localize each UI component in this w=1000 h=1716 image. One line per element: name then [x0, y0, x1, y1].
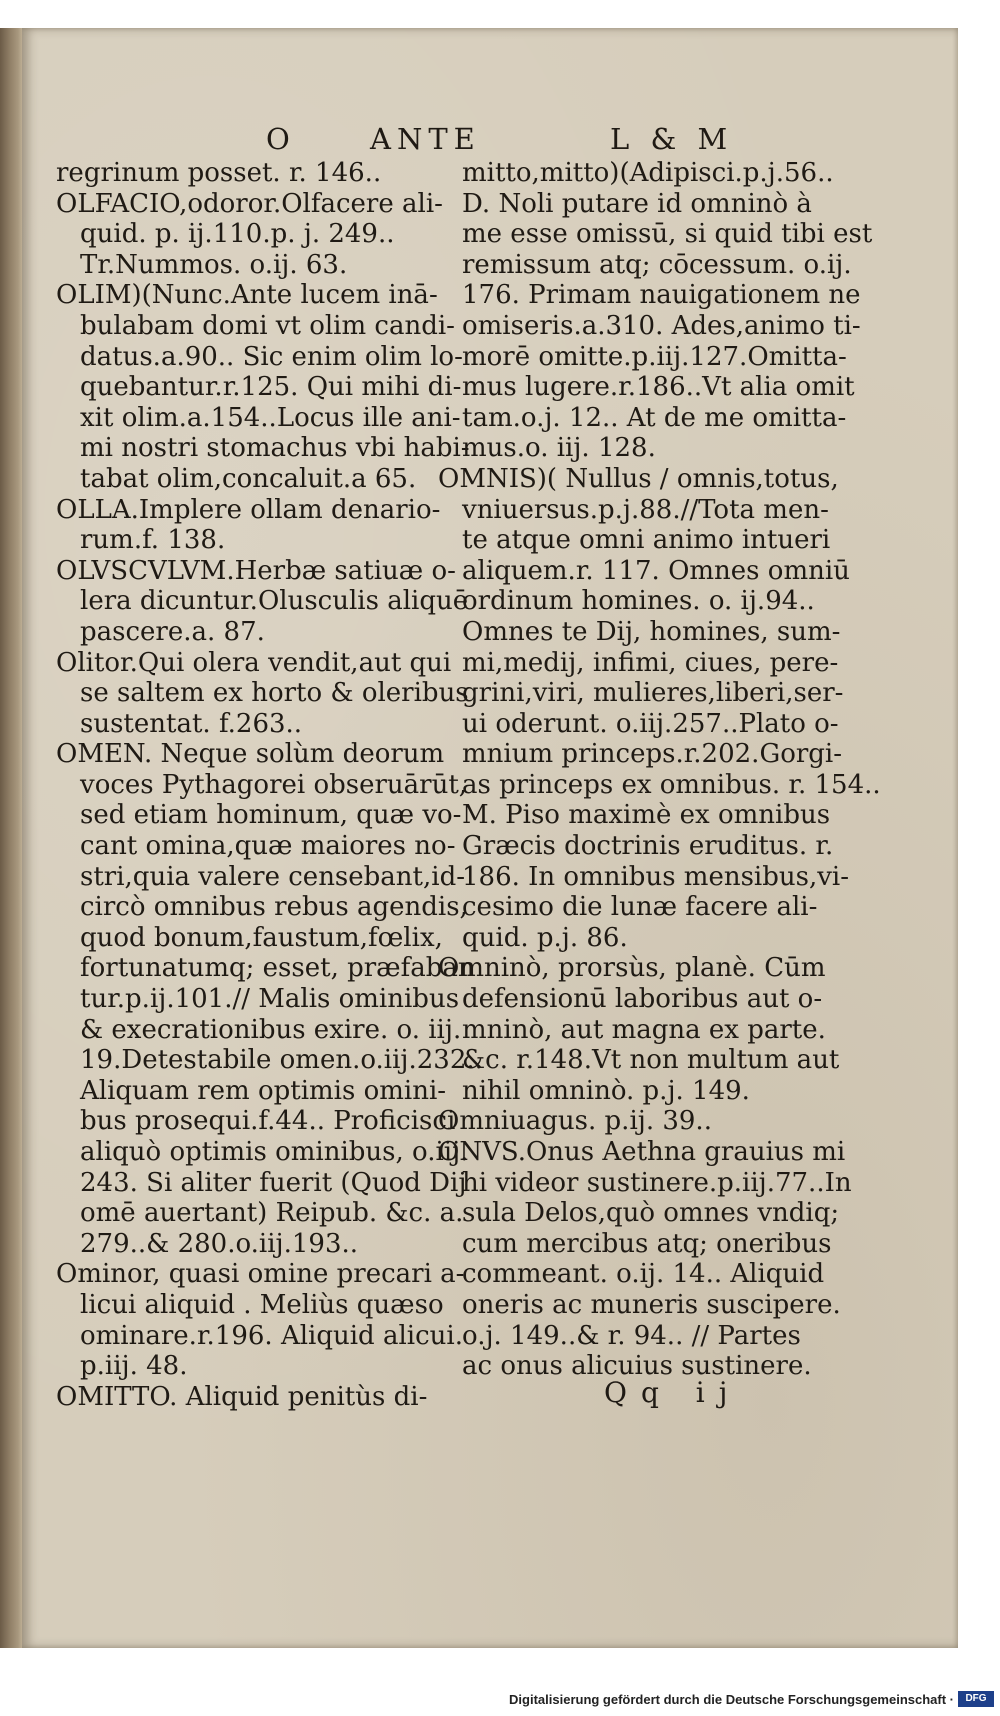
text-line: OLLA.Implere ollam denario- — [56, 494, 441, 525]
text-line: me esse omissū, si quid tibi est — [462, 219, 873, 250]
text-line: bulabam domi vt olim candi- — [80, 310, 455, 341]
text-line: o.j. 149..& r. 94.. // Partes — [462, 1320, 801, 1351]
running-head-word: ANTE — [370, 122, 481, 156]
text-line: OLFACIO,odoror.Olfacere ali- — [56, 188, 443, 219]
text-line: pascere.a. 87. — [80, 616, 265, 647]
text-line: Aliquam rem optimis omini- — [80, 1075, 447, 1106]
text-line: OMITTO. Aliquid penitùs di- — [56, 1381, 428, 1412]
text-line: 19.Detestabile omen.o.iij.232.. — [80, 1045, 483, 1076]
text-line: &c. r.148.Vt non multum aut — [462, 1045, 840, 1076]
text-line: se saltem ex horto & oleribus — [80, 678, 469, 709]
text-line: tabat olim,concaluit.a 65. — [80, 463, 417, 494]
text-line: tur.p.ij.101.// Malis ominibus — [80, 984, 460, 1015]
text-line: regrinum posset. r. 146.. — [56, 158, 382, 188]
text-line: cant omina,quæ maiores no- — [80, 831, 456, 862]
text-line: circò omnibus rebus agendis, — [80, 892, 468, 923]
running-head-range: L & M — [610, 122, 734, 156]
text-line: 279..& 280.o.iij.193.. — [80, 1228, 359, 1259]
text-line: sula Delos,quò omnes vndiq; — [462, 1198, 840, 1229]
text-line: aliquò optimis ominibus, o.iij. — [80, 1137, 469, 1167]
text-line: mi nostri stomachus vbi habi- — [80, 433, 470, 464]
text-line: stri,quia valere censebant,id- — [80, 861, 466, 892]
text-line: xit olim.a.154..Locus ille ani- — [80, 402, 461, 433]
text-line: oneris ac muneris suscipere. — [462, 1289, 841, 1320]
dfg-logo-icon: DFG — [958, 1691, 994, 1707]
text-line: cum mercibus atq; oneribus — [462, 1228, 832, 1259]
running-head-letter: O — [266, 122, 296, 156]
text-line: Omnes te Dij, homines, sum- — [462, 616, 841, 647]
footer-credit: Digitalisierung gefördert durch die Deutsche Forschungsgemeinschaft · — [509, 1692, 954, 1707]
text-line: commeant. o.ij. 14.. Aliquid — [462, 1259, 825, 1290]
text-line: OLVSCVLVM.Herbæ satiuæ o- — [56, 555, 456, 586]
book-edge — [0, 28, 24, 1648]
text-line: fortunatumq; esset, præfaban — [80, 953, 475, 984]
text-line: & execrationibus exire. o. iij. — [80, 1014, 462, 1045]
text-line: p.iij. 48. — [80, 1351, 188, 1382]
text-line: ui oderunt. o.iij.257..Plato o- — [462, 708, 839, 739]
text-line: bus prosequi.f.44.. Proficisci — [80, 1106, 456, 1137]
text-line: 176. Primam nauigationem ne — [462, 280, 861, 311]
text-line: mninò, aut magna ex parte. — [462, 1014, 826, 1045]
text-line: mus.o. iij. 128. — [462, 433, 656, 464]
text-line: defensionū laboribus aut o- — [462, 984, 823, 1015]
text-line: ordinum homines. o. ij.94.. — [462, 586, 815, 617]
text-line: as princeps ex omnibus. r. 154.. — [462, 769, 881, 800]
text-line: mi,medij, infimi, ciues, pere- — [462, 647, 839, 678]
text-line: 243. Si aliter fuerit (Quod Dij — [80, 1167, 467, 1198]
right-column — [438, 158, 881, 1382]
text-line: sed etiam hominum, quæ vo- — [80, 800, 462, 831]
text-line: datus.a.90.. Sic enim olim lo- — [80, 341, 463, 372]
text-line: cesimo die lunæ facere ali- — [462, 892, 818, 923]
text-line: tam.o.j. 12.. At de me omitta- — [462, 402, 847, 433]
text-line: M. Piso maximè ex omnibus — [462, 800, 831, 831]
text-line: OLIM)(Nunc.Ante lucem inā- — [56, 280, 438, 311]
text-line: Ominor, quasi omine precari a- — [56, 1259, 465, 1290]
running-head — [0, 122, 1000, 162]
text-line: Olitor.Qui olera vendit,aut qui — [56, 647, 452, 678]
text-line: 186. In omnibus mensibus,vi- — [462, 861, 850, 892]
text-line: quid. p. ij.110.p. j. 249.. — [80, 219, 395, 250]
text-line: hi videor sustinere.p.iij.77..In — [462, 1167, 852, 1198]
text-line: aliquem.r. 117. Omnes omniū — [462, 555, 850, 586]
text-line: ominare.r.196. Aliquid alicui. — [80, 1320, 463, 1351]
text-line: quod bonum,faustum,fœlix, — [80, 922, 443, 953]
text-line: ac onus alicuius sustinere. — [462, 1351, 812, 1382]
text-line: quebantur.r.125. Qui mihi di- — [80, 372, 462, 403]
text-line: sustentat. f.263.. — [80, 708, 303, 739]
text-line: nihil omninò. p.j. 149. — [462, 1075, 750, 1106]
footer — [0, 1686, 1000, 1716]
text-line: Omninò, prorsùs, planè. Cūm — [438, 953, 826, 984]
text-line: ONVS.Onus Aethna grauius mi — [438, 1137, 846, 1167]
text-line: remissum atq; cōcessum. o.ij. — [462, 249, 852, 280]
text-line: Tr.Nummos. o.ij. 63. — [80, 249, 348, 280]
text-line: OMNIS)( Nullus / omnis,totus, — [438, 463, 839, 494]
text-line: OMEN. Neque solùm deorum — [56, 739, 445, 770]
text-line: Omniuagus. p.ij. 39.. — [438, 1106, 712, 1137]
left-column — [56, 158, 483, 1412]
text-line: omiseris.a.310. Ades,animo ti- — [462, 310, 861, 341]
text-line: morē omitte.p.iij.127.Omitta- — [462, 341, 847, 372]
text-line: lera dicuntur.Olusculis aliquē — [80, 586, 469, 617]
text-line: vniuersus.p.j.88.//Tota men- — [462, 494, 829, 525]
text-line: mitto,mitto)(Adipisci.p.j.56.. — [462, 158, 834, 188]
text-line: omē auertant) Reipub. &c. a. — [80, 1198, 464, 1229]
text-line: mnium princeps.r.202.Gorgi- — [462, 739, 843, 770]
text-line: te atque omni animo intueri — [462, 525, 831, 556]
signature-mark: Qq ij — [604, 1376, 742, 1409]
text-line: quid. p.j. 86. — [462, 922, 628, 953]
text-line: mus lugere.r.186..Vt alia omit — [462, 372, 855, 403]
text-line: grini,viri, mulieres,liberi,ser- — [462, 678, 844, 709]
text-line: voces Pythagorei obseruārūt, — [80, 769, 468, 800]
text-line: licui aliquid . Meliùs quæso — [80, 1289, 444, 1320]
text-line: rum.f. 138. — [80, 525, 226, 556]
text-line: Græcis doctrinis eruditus. r. — [462, 831, 834, 862]
text-line: D. Noli putare id omninò à — [462, 188, 812, 219]
